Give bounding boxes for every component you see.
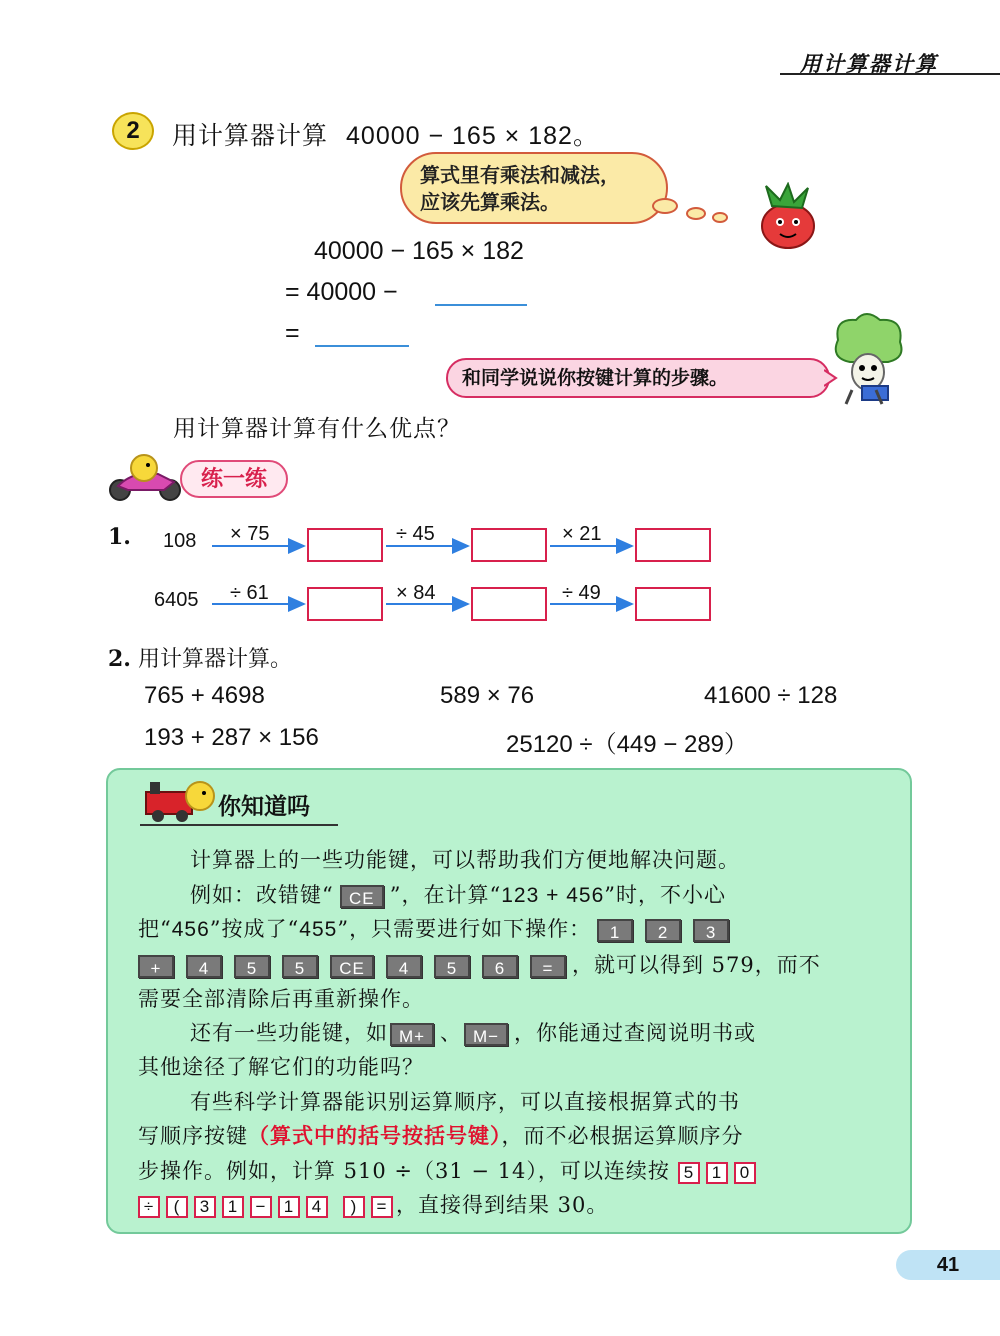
calc-line-2: = 40000 − xyxy=(285,278,398,306)
calc-key: 5 xyxy=(434,955,470,978)
calc-expression: 193 + 287 × 156 xyxy=(144,724,319,751)
flow-operation: × 84 xyxy=(396,582,436,604)
text-span: 步操作。例如，计算 510 ÷（31 − 14），可以连续按 xyxy=(138,1159,670,1183)
calc-key: 1 xyxy=(278,1196,300,1218)
calc-key: = xyxy=(530,955,566,978)
calc-key: 5 xyxy=(282,955,318,978)
hint-line-1: 算式里有乘法和减法， xyxy=(420,163,620,187)
calc-expression: 25120 ÷（449 − 289） xyxy=(506,731,749,758)
calc-key: 4 xyxy=(306,1196,328,1218)
calc-key: = xyxy=(371,1196,393,1218)
calc-key: ) xyxy=(343,1196,365,1218)
train-mascot-icon xyxy=(140,778,218,824)
header-title: 用计算器计算 xyxy=(800,51,938,76)
text-span: 、 xyxy=(440,1021,462,1045)
calc-key: 1 xyxy=(222,1196,244,1218)
ce-key: CE xyxy=(340,885,384,908)
text-span: ”，只需要进行如下操作： xyxy=(337,917,592,941)
title-underline xyxy=(140,824,338,826)
question-text: 用计算器计算有什么优点？ xyxy=(173,416,461,442)
calc-key: 1 xyxy=(706,1162,728,1184)
paragraph-line: 需要全部清除后再重新操作。 xyxy=(138,987,424,1011)
calc-expression: 765 + 4698 xyxy=(144,682,265,709)
paragraph-line xyxy=(138,1122,744,1150)
paragraph-line xyxy=(138,1157,759,1185)
calc-key: 4 xyxy=(186,955,222,978)
text-span: 写顺序按键 xyxy=(138,1124,248,1148)
item-1-number: 1. xyxy=(108,524,131,550)
answer-box[interactable] xyxy=(471,587,547,621)
paragraph-line: 有些科学计算器能识别运算顺序，可以直接根据算式的书 xyxy=(190,1090,740,1114)
flow-start-number: 6405 xyxy=(154,589,199,611)
calc-line-1: 40000 − 165 × 182 xyxy=(314,237,524,265)
flow-operation: ÷ 49 xyxy=(562,582,601,604)
calc-key: ÷ xyxy=(138,1196,160,1218)
text-span: 123 + 456 xyxy=(501,884,605,907)
item-2-title: 用计算器计算。 xyxy=(137,647,292,672)
example-expression: 40000 − 165 × 182。 xyxy=(346,122,599,150)
calc-key: 0 xyxy=(734,1162,756,1184)
flow-operation: ÷ 61 xyxy=(230,582,269,604)
text-span: ”时，不小心 xyxy=(604,883,726,907)
text-span: 例如：改错键“ xyxy=(190,883,334,907)
text-span: 456 xyxy=(171,918,210,941)
paragraph-line: 计算器上的一些功能键，可以帮助我们方便地解决问题。 xyxy=(190,848,740,872)
page-number: 41 xyxy=(896,1250,1000,1280)
calc-key: 5 xyxy=(678,1162,700,1184)
item-2-number: 2. xyxy=(108,646,131,672)
calc-expression: 41600 ÷ 128 xyxy=(704,682,838,709)
text-span: 把“ xyxy=(138,917,172,941)
text-span: ，直接得到结果 30。 xyxy=(396,1193,609,1217)
calc-key: 6 xyxy=(482,955,518,978)
paragraph-line xyxy=(138,951,821,979)
hint-line-2: 应该先算乘法。 xyxy=(420,190,560,214)
calc-key: + xyxy=(138,955,174,978)
calc-expression: 589 × 76 xyxy=(440,682,535,709)
text-span: ，你能通过查阅说明书或 xyxy=(514,1021,756,1045)
answer-box[interactable] xyxy=(635,587,711,621)
example-title-text: 用计算器计算 xyxy=(172,121,329,150)
example-number-badge: 2 xyxy=(112,112,154,150)
practice-title: 练一练 xyxy=(180,460,288,498)
calc-key: 5 xyxy=(234,955,270,978)
calc-key: 1 xyxy=(597,919,633,942)
paragraph-line xyxy=(138,915,735,944)
answer-box[interactable] xyxy=(307,528,383,562)
calc-line-3: = xyxy=(285,319,300,347)
paragraph-line: 其他途径了解它们的功能吗？ xyxy=(138,1055,424,1079)
text-span: 还有一些功能键，如 xyxy=(190,1021,388,1045)
m-plus-key: M+ xyxy=(390,1023,434,1046)
paragraph-line xyxy=(190,1019,756,1047)
did-you-know-title: 你知道吗 xyxy=(218,793,310,820)
calc-key: 2 xyxy=(645,919,681,942)
calc-key: 3 xyxy=(194,1196,216,1218)
answer-box[interactable] xyxy=(635,528,711,562)
calc-key: − xyxy=(250,1196,272,1218)
calc-key: 3 xyxy=(693,919,729,942)
text-span: ，而不必根据运算顺序分 xyxy=(501,1124,744,1148)
calc-key: ( xyxy=(166,1196,188,1218)
text-span: ，就可以得到 579，而不 xyxy=(572,953,821,977)
m-minus-key: M− xyxy=(464,1023,508,1046)
calc-key: 4 xyxy=(386,955,422,978)
flow-operation: × 21 xyxy=(562,523,602,545)
text-span: ”，在计算“ xyxy=(389,883,502,907)
answer-box[interactable] xyxy=(307,587,383,621)
answer-box[interactable] xyxy=(471,528,547,562)
paragraph-line xyxy=(190,881,726,910)
text-span: ”按成了“ xyxy=(209,917,300,941)
highlight-text: （算式中的括号按括号键） xyxy=(248,1123,502,1148)
discussion-bubble: 和同学说说你按键计算的步骤。 xyxy=(446,358,830,398)
calc-key: CE xyxy=(330,955,374,978)
paragraph-line xyxy=(138,1191,608,1219)
flow-operation: ÷ 45 xyxy=(396,523,435,545)
flow-start-number: 108 xyxy=(163,530,197,552)
text-span: 455 xyxy=(299,918,338,941)
flow-operation: × 75 xyxy=(230,523,270,545)
item-2-heading xyxy=(108,642,292,673)
